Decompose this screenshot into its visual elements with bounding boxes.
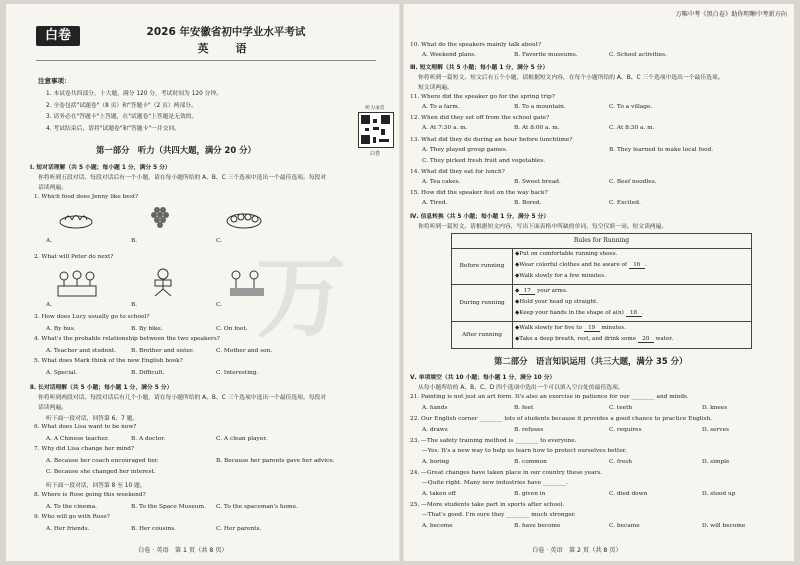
q4-option-b[interactable]: B. Brother and sister. [131, 348, 194, 354]
q12-option-c[interactable]: C. At 8:30 a. m. [609, 125, 655, 131]
part-2-heading: 第二部分 语言知识运用（共三大题，满分 35 分） [494, 356, 688, 366]
q8-option-a[interactable]: A. To the cinema. [46, 504, 98, 510]
q13-option-b[interactable]: B. They learned to make local food. [609, 147, 714, 153]
q13-option-c[interactable]: C. They picked fresh fruit and vegetables. [422, 158, 546, 164]
question-7: 7. Why did Lisa change her mind? [34, 446, 135, 452]
section-1-heading: Ⅰ. 短对话理解（共 5 小题；每小题 1 分，满分 5 分） [30, 165, 171, 171]
row-label-before: Before running [452, 248, 513, 284]
food-dumplings-picture [56, 204, 96, 232]
rule-before-2: ◆Wear colorful clothes and be aware of 16 . [515, 262, 647, 268]
qr-caption-bottom: 白卷 [369, 151, 380, 157]
note-item: 1. 本试卷共四部分，十大题，满分 120 分，考试时间为 120 分钟。 [46, 91, 222, 97]
question-2: 2. What will Peter do next? [34, 254, 114, 260]
section-4-instruction: 你将听到一篇短文。请根据短文内容，写出下面表格中所缺的单词，每空仅填一词。短文读两遍。 [418, 224, 668, 230]
q23-option-c[interactable]: C. fresh [609, 459, 632, 465]
question-9: 9. Who will go with Rose? [34, 514, 110, 520]
q11-option-c[interactable]: C. To a village. [609, 104, 653, 110]
row-label-during: During running [452, 285, 513, 321]
question-23: 23. —The safety training method is ________ to everyone. [410, 438, 577, 444]
watermark: 万 [256, 245, 346, 350]
blank-18[interactable]: 18 [626, 310, 642, 317]
qr-code-icon[interactable] [358, 112, 394, 148]
q14-option-a[interactable]: A. Tea cakes. [422, 179, 461, 185]
question-22: 22. Our English corner ________ lots of students because it provides a good chance to practice English. [410, 416, 713, 422]
q6-option-c[interactable]: C. A clean player. [216, 436, 268, 442]
question-24-reply: —Quite right. Many new industries have ________. [422, 480, 569, 486]
blank-20[interactable]: 20 [638, 336, 654, 343]
exam-subject: 英 语 [197, 42, 255, 55]
q9-option-c[interactable]: C. Her parents. [216, 526, 262, 532]
q14-option-c[interactable]: C. Beef noodles. [609, 179, 657, 185]
q14-option-b[interactable]: B. Sweet bread. [514, 179, 561, 185]
page-header: 万唯中考《黑白卷》助你明晰中考新方向 [675, 11, 787, 18]
section-2-subheading: 听下面一段对话，回答第 6、7 题。 [46, 416, 139, 422]
q1-option-c[interactable]: C. [216, 238, 223, 244]
rules-table-title: Rules for Running [452, 234, 751, 249]
blank-17[interactable]: 17 [519, 288, 535, 295]
section-5-instruction: 从每小题所给的 A、B、C、D 四个选项中选出一个可以填入空白处的最佳选项。 [418, 385, 624, 391]
q11-option-b[interactable]: B. To a mountain. [514, 104, 566, 110]
q1-option-b[interactable]: B. [131, 238, 138, 244]
activity-picnic-picture [54, 266, 100, 300]
q22-option-d[interactable]: D. serves [702, 427, 729, 433]
q8-option-b[interactable]: B. To the Space Museum. [131, 504, 206, 510]
rule-during-2: ◆Hold your head up straight. [515, 299, 598, 305]
question-11: 11. Where did the speaker go for the spring trip? [410, 94, 555, 100]
q2-option-b[interactable]: B. [131, 302, 138, 308]
question-15: 15. How did the speaker feel on the way back? [410, 190, 548, 196]
question-4: 4. What's the probable relationship between the two speakers? [34, 336, 220, 342]
q25-option-a[interactable]: A. become [422, 523, 453, 529]
note-item: 3. 请务必在"答题卡"上答题，在"试题卷"上答题是无效的。 [46, 114, 198, 121]
part-1-heading: 第一部分 听力（共四大题，满分 20 分） [96, 145, 256, 155]
q7-option-a[interactable]: A. Because her coach encouraged her. [46, 458, 159, 464]
q15-option-a[interactable]: A. Tired. [422, 200, 448, 206]
notes-list [46, 89, 346, 135]
q8-option-c[interactable]: C. To the spaceman's home. [216, 504, 298, 510]
section-5-heading: Ⅴ. 单项填空（共 10 小题；每小题 1 分，满分 10 分） [410, 375, 556, 381]
q23-option-b[interactable]: B. common [514, 459, 547, 465]
question-8: 8. Where is Rose going this weekend? [34, 492, 146, 498]
q2-option-c[interactable]: C. [216, 302, 223, 308]
q4-option-c[interactable]: C. Mother and son. [216, 348, 273, 354]
question-21: 21. Painting is not just an art form. It's also an exercise in patience for our ________ and minds. [410, 394, 689, 400]
row-label-after: After running [452, 322, 513, 348]
section-4-heading: Ⅳ. 信息转换（共 5 小题；每小题 1 分，满分 5 分） [410, 214, 550, 220]
rules-table [451, 233, 752, 349]
page-1-footer: 白卷 · 英语 第 1 页（共 8 页） [138, 547, 228, 554]
q9-option-b[interactable]: B. Her cousins. [131, 526, 176, 532]
q24-option-a[interactable]: A. taken off [422, 491, 456, 497]
activity-reading-picture [141, 266, 185, 300]
q21-option-b[interactable]: B. feet [514, 405, 534, 411]
q5-option-b[interactable]: B. Difficult. [131, 370, 165, 376]
q15-option-b[interactable]: B. Bored. [514, 200, 542, 206]
question-23-reply: —Yes. It's a new way to help us learn how to protect ourselves better. [422, 448, 627, 454]
question-3: 3. How does Lucy usually go to school? [34, 314, 150, 320]
rule-before-3: ◆Walk slowly for a few minutes. [515, 273, 606, 279]
q22-option-a[interactable]: A. draws [422, 427, 448, 433]
q7-option-c[interactable]: C. Because she changed her interest. [46, 469, 156, 475]
q23-option-d[interactable]: D. simple [702, 459, 730, 465]
q21-option-c[interactable]: C. teeth [609, 405, 633, 411]
note-item: 4. 考试结束后，请将"试题卷"和"答题卡"一并交回。 [46, 125, 180, 132]
section-2-instruction: 话读两遍。 [38, 405, 67, 411]
exam-title: 2026 年安徽省初中学业水平考试 [146, 26, 306, 38]
notes-heading: 注意事项： [38, 77, 71, 85]
q23-option-a[interactable]: A. boring [422, 459, 450, 465]
note-item: 2. 全卷包括"试题卷"（8 页）和"答题卡"（2 页）两部分。 [46, 102, 197, 109]
q3-option-c[interactable]: C. On foot. [216, 326, 248, 332]
q5-option-c[interactable]: C. Interesting. [216, 370, 259, 376]
q24-option-c[interactable]: C. died down [609, 491, 648, 497]
title-divider [36, 60, 376, 61]
q1-option-a[interactable]: A. [46, 238, 53, 244]
food-grapes-picture [141, 202, 181, 230]
q6-option-b[interactable]: B. A doctor. [131, 436, 166, 442]
q24-option-b[interactable]: B. given in [514, 491, 546, 497]
page-2-footer: 白卷 · 英语 第 2 页（共 8 页） [532, 547, 622, 554]
q21-option-a[interactable]: A. hands [422, 405, 448, 411]
section-3-instruction: 你将听到一篇短文。短文后有五个小题，请根据短文内容，在每个小题所给的 A、B、C 三个选项中选出一个最佳选项。 [418, 75, 724, 81]
rule-after-2: ◆Take a deep breath, rest, and drink some 20 water. [515, 336, 674, 342]
q25-option-c[interactable]: C. became [609, 523, 640, 529]
section-2-instruction: 你将听到两段对话。每段对话后有几个小题，请在每小题所给的 A、B、C 三个选项中选出一个最佳选项。每段对 [38, 395, 327, 401]
q25-option-b[interactable]: B. have become [514, 523, 561, 529]
section-2-subheading: 听下面一段对话，回答第 8 至 10 题。 [46, 483, 146, 489]
q3-option-b[interactable]: B. By bike. [131, 326, 163, 332]
q5-option-a[interactable]: A. Special. [46, 370, 78, 376]
q25-option-d[interactable]: D. will become [702, 523, 746, 529]
q12-option-b[interactable]: B. At 8:00 a. m. [514, 125, 560, 131]
q21-option-d[interactable]: D. knees [702, 405, 728, 411]
question-13: 13. What did they do during an hour before lunchtime? [410, 137, 573, 143]
section-1-instruction: 话读两遍。 [38, 185, 67, 191]
question-6: 6. What does Lisa want to be now? [34, 424, 137, 430]
q4-option-a[interactable]: A. Teacher and student. [46, 348, 117, 354]
section-3-heading: Ⅲ. 短文理解（共 5 小题；每小题 1 分，满分 5 分） [410, 65, 549, 71]
q10-option-b[interactable]: B. Favorite museums. [514, 52, 578, 58]
question-25: 25. —More students take part in sports after school. [410, 502, 565, 508]
rule-before-1: ◆Put on comfortable running shoes. [515, 251, 618, 257]
rule-during-3: ◆Keep your hands in the shape of a(n) 18 . [515, 310, 644, 316]
q15-option-c[interactable]: C. Excited. [609, 200, 641, 206]
q13-option-a[interactable]: A. They played group games. [422, 147, 508, 153]
q22-option-c[interactable]: C. requires [609, 427, 642, 433]
q9-option-a[interactable]: A. Her friends. [46, 526, 90, 532]
q10-option-a[interactable]: A. Weekend plans. [422, 52, 477, 58]
q11-option-a[interactable]: A. To a farm. [422, 104, 460, 110]
q12-option-a[interactable]: A. At 7:30 a. m. [422, 125, 468, 131]
q10-option-c[interactable]: C. School activities. [609, 52, 667, 58]
section-2-heading: Ⅱ. 长对话理解（共 5 小题；每小题 1 分，满分 5 分） [30, 385, 173, 391]
question-5: 5. What does Mark think of the new English book? [34, 358, 183, 364]
question-25-reply: —That's good. I'm sure they ________ much stronger. [422, 512, 576, 518]
qr-caption-top: 听力录音 [365, 106, 385, 111]
q7-option-b[interactable]: B. Because her parents gave her advice. [216, 458, 335, 464]
q6-option-a[interactable]: A. A Chinese teacher. [46, 436, 109, 442]
section-1-instruction: 你将听到五段对话。每段对话后有一个小题，请在每小题所给的 A、B、C 三个选项中选出一个最佳选项。每段对 [38, 175, 327, 181]
blank-16[interactable]: 16 [629, 262, 645, 269]
q2-option-a[interactable]: A. [46, 302, 53, 308]
question-12: 12. When did they set off from the school gate? [410, 115, 550, 121]
page-2 [404, 4, 794, 561]
rule-during-1: ◆ 17 your arms. [515, 288, 568, 294]
blank-19[interactable]: 19 [584, 325, 600, 332]
rule-after-1: ◆Walk slowly for five to 19 minutes. [515, 325, 626, 331]
q3-option-a[interactable]: A. By bus. [46, 326, 76, 332]
q22-option-b[interactable]: B. refuses [514, 427, 544, 433]
question-1: 1. Which food does Jenny like best? [34, 194, 139, 200]
question-14: 14. What did they eat for lunch? [410, 169, 505, 175]
question-24: 24. —Great changes have taken place in our country these years. [410, 470, 603, 476]
section-3-instruction: 短文读两遍。 [418, 85, 453, 91]
exam-badge: 白卷 [36, 26, 80, 46]
question-10: 10. What do the speakers mainly talk about? [410, 42, 542, 48]
exam-sheet [6, 4, 794, 561]
q24-option-d[interactable]: D. stood up [702, 491, 736, 497]
